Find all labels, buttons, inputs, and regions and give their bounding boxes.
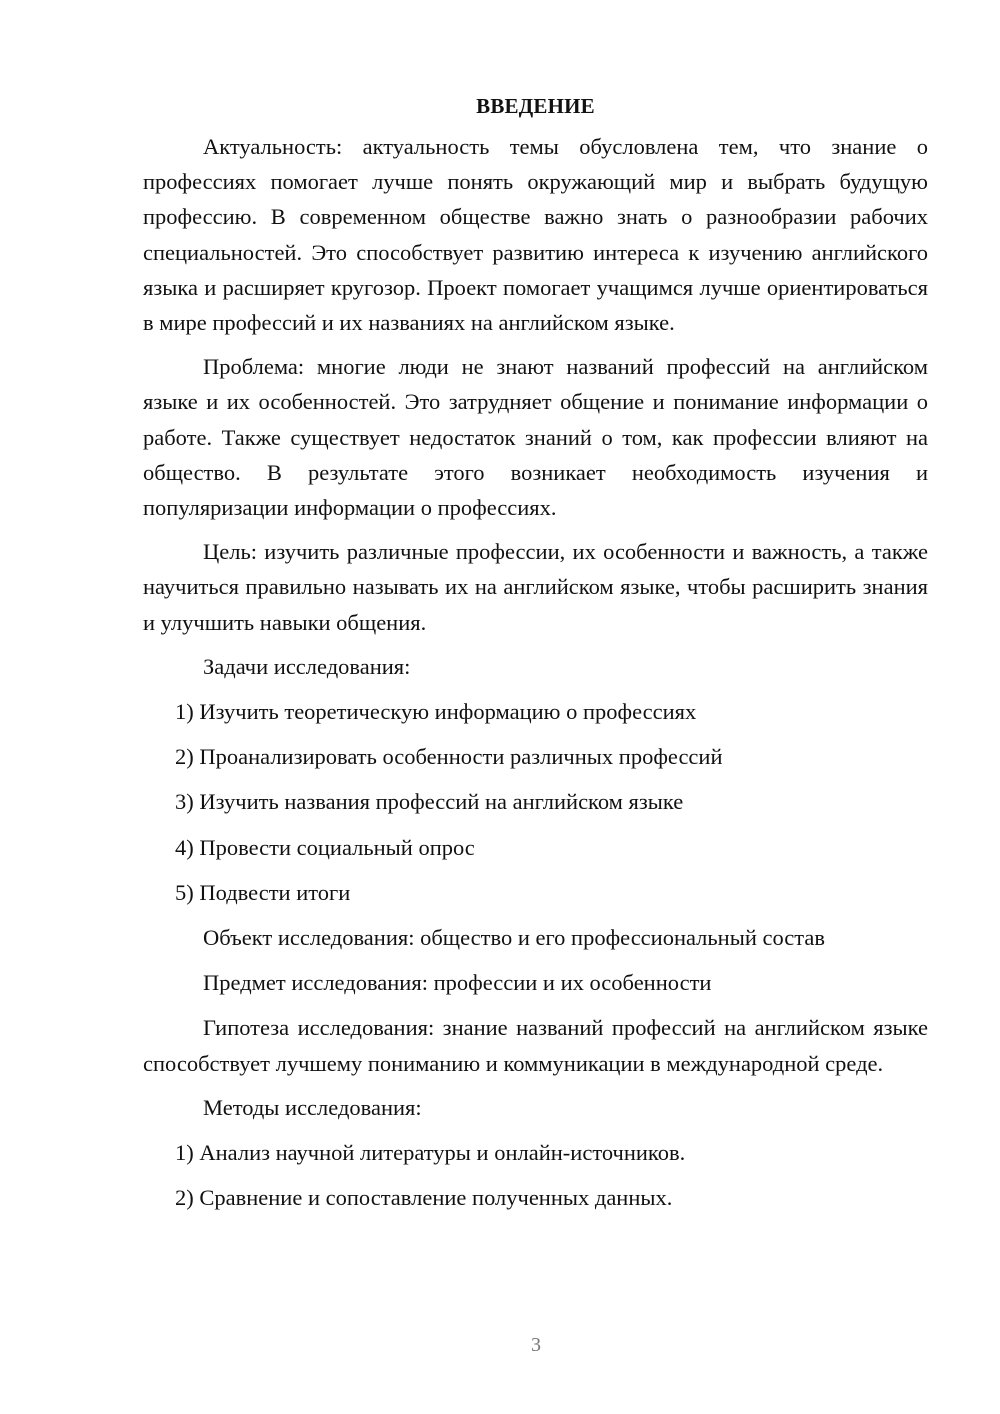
problem-paragraph: Проблема: многие люди не знают названий профессий на английском языке и их особенностей. Это затрудняет общение и понимание информации о работе. Также существует недостаток знаний о том, как профессии влияют на общество. В результате этого возникает необходимость изучения и популяризации информации о профессиях. (143, 354, 928, 521)
task-item-5: 5) Подвести итоги (175, 879, 351, 905)
hypothesis-paragraph: Гипотеза исследования: знание названий профессий на английском языке способствует лучшему пониманию и коммуникации в международной среде. (143, 1015, 928, 1076)
page-number: 3 (531, 1334, 541, 1356)
methods-heading: Методы исследования: (203, 1094, 422, 1120)
task-item-3: 3) Изучить названия профессий на английском языке (175, 789, 684, 815)
page-content (143, 92, 928, 1225)
task-item-4: 4) Провести социальный опрос (175, 834, 475, 860)
goal-paragraph: Цель: изучить различные профессии, их особенности и важность, а также научиться правильно называть их на английском языке, чтобы расширить знания и улучшить навыки общения. (143, 539, 928, 635)
method-item-2: 2) Сравнение и сопоставление полученных данных. (175, 1185, 673, 1211)
tasks-heading: Задачи исследования: (203, 653, 411, 679)
task-item-2: 2) Проанализировать особенности различных профессий (175, 744, 723, 770)
method-item-1: 1) Анализ научной литературы и онлайн-источников. (175, 1140, 686, 1166)
task-item-1: 1) Изучить теоретическую информацию о профессиях (175, 699, 697, 725)
section-title: ВВЕДЕНИЕ (476, 94, 595, 118)
research-subject: Предмет исследования: профессии и их особенности (203, 970, 712, 996)
research-object: Объект исследования: общество и его профессиональный состав (203, 925, 826, 951)
relevance-paragraph: Актуальность: актуальность темы обусловлена тем, что знание о профессиях помогает лучше понять окружающий мир и выбрать будущую профессию. В современном обществе важно знать о разнообразии рабочих специальностей. Это способствует развитию интереса к изучению английского языка и расширяет кругозор. Проект помогает учащимся лучше ориентироваться в мире профессий и их названиях на английском языке. (143, 134, 928, 336)
